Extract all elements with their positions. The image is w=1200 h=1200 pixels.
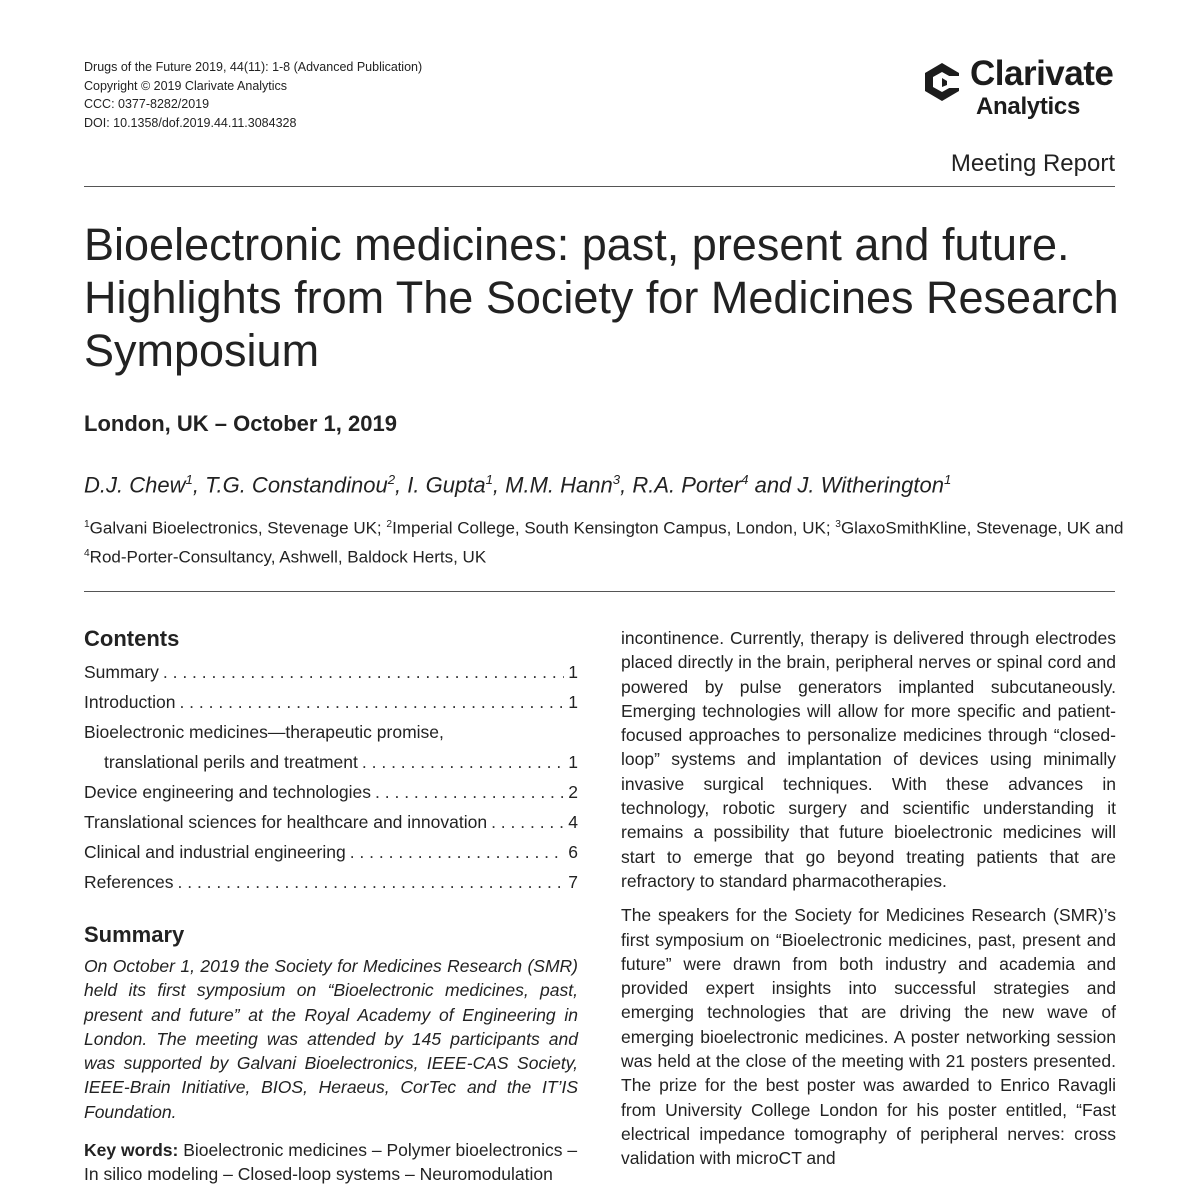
toc-leader: [491, 812, 564, 833]
author-affiliation-mark: 3: [612, 472, 621, 487]
summary-heading: Summary: [84, 922, 185, 947]
toc-entry-clinical-engineering[interactable]: [84, 842, 578, 872]
article-title: Bioelectronic medicines: past, present and future. Highlights from The Society for Medicines Research Symposium: [84, 219, 1119, 376]
toc-leader: [179, 692, 564, 713]
toc-leader: [178, 872, 565, 893]
summary-text: On October 1, 2019 the Society for Medicines Research (SMR) held its first symposium on “Bioelectronic medicines, past, present and future” at the Royal Academy of Engineering in London. The meeting was attended by 145 participants and was supported by Galvani Bioelectronics, IEEE-CAS Society, IEEE-Brain Initiative, BIOS, Heraeus, CorTec and the IT’IS Foundation.: [84, 956, 578, 1122]
author-separator: and: [748, 472, 798, 498]
affiliation-mark: 4: [84, 547, 90, 559]
author-name: M.M. Hann: [505, 472, 613, 498]
toc-page: 1: [568, 692, 578, 712]
left-column: [84, 626, 578, 1187]
author-name: I. Gupta: [407, 472, 486, 498]
affiliations: [84, 512, 1124, 569]
toc-page: 6: [568, 842, 578, 862]
affiliation-mark: 1: [84, 519, 90, 530]
toc-entry-device-engineering[interactable]: [84, 782, 578, 812]
author-affiliation-mark: 2: [387, 472, 396, 487]
header-divider: [84, 186, 1115, 187]
affiliation-text: Rod-Porter-Consultancy, Ashwell, Baldock Herts, UK: [89, 547, 487, 567]
title-block-divider: [84, 591, 1115, 592]
logo-subtitle: Analytics: [976, 93, 1081, 120]
author-list: [84, 472, 951, 498]
report-type: Meeting Report: [950, 150, 1115, 177]
table-of-contents: [84, 662, 578, 902]
toc-page: 1: [568, 662, 578, 682]
copyright-line: Copyright © 2019 Clarivate Analytics: [84, 78, 288, 93]
affiliation-mark: 3: [835, 519, 841, 530]
author-affiliation-mark: 1: [485, 472, 493, 487]
affiliation-text: Galvani Bioelectronics, Stevenage UK;: [89, 518, 387, 538]
keywords-text: Bioelectronic medicines – Polymer bioelectronics – In silico modeling – Closed-loop systems – Neuromodulation: [84, 1140, 578, 1185]
affiliation-text: GlaxoSmithKline, Stevenage, UK and: [840, 518, 1124, 538]
toc-label: Summary: [84, 662, 159, 682]
toc-entry-references[interactable]: [84, 872, 578, 902]
author-name: J. Witherington: [797, 472, 944, 498]
toc-page: 7: [568, 872, 578, 892]
author-affiliation-mark: 1: [943, 472, 952, 487]
toc-label: Device engineering and technologies: [84, 782, 372, 802]
toc-entry-therapeutic-promise-line1[interactable]: [84, 722, 578, 752]
toc-leader: [163, 662, 564, 683]
toc-label: Translational sciences for healthcare and innovation: [84, 812, 488, 832]
author-name: R.A. Porter: [632, 472, 742, 498]
contents-heading: Contents: [84, 626, 180, 651]
toc-label-continued: translational perils and treatment: [104, 752, 358, 772]
author-separator: ,: [492, 472, 506, 498]
body-paragraph-2: The speakers for the Society for Medicines Research (SMR)’s first symposium on “Bioelectronic medicines, past, present and future” were drawn from both industry and academia and provided expert insights into successful strategies and emerging technologies that are driving the new wave of emerging bioelectronic medicines. A poster networking session was held at the close of the meeting with 21 posters presented. The prize for the best poster was awarded to Enrico Ravagli from University College London for his poster entitled, “Fast electrical impedance tomography of peripheral nerves: cross validation with microCT and: [621, 905, 1116, 1169]
toc-entry-therapeutic-promise-line2[interactable]: [84, 752, 578, 782]
toc-page: 4: [568, 812, 578, 832]
toc-label: References: [84, 872, 174, 892]
right-column: [621, 626, 1116, 1171]
keywords-label: Key words:: [84, 1140, 179, 1161]
author-affiliation-mark: 1: [185, 472, 193, 487]
toc-page: 2: [568, 782, 578, 802]
ccc-line: CCC: 0377-8282/2019: [84, 97, 210, 111]
toc-entry-introduction[interactable]: [84, 692, 578, 722]
toc-leader: [350, 842, 564, 863]
doi-line: DOI: 10.1358/dof.2019.44.11.3084328: [84, 115, 297, 130]
toc-label: Clinical and industrial engineering: [84, 842, 346, 862]
author-name: D.J. Chew: [84, 472, 186, 498]
toc-label: Introduction: [84, 692, 176, 712]
meeting-location: London, UK – October 1, 2019: [84, 411, 397, 436]
clarivate-logo-icon: [922, 62, 962, 102]
toc-page: 1: [568, 752, 578, 772]
toc-leader: [362, 752, 564, 773]
author-name: T.G. Constandinou: [205, 472, 388, 498]
author-separator: ,: [395, 472, 408, 498]
logo-name: Clarivate: [970, 54, 1114, 93]
keywords: [84, 1138, 578, 1187]
toc-label: Bioelectronic medicines—therapeutic promise,: [84, 722, 444, 742]
affiliation-text: Imperial College, South Kensington Campus, London, UK;: [392, 518, 836, 538]
journal-metadata: [84, 58, 422, 132]
author-separator: ,: [620, 472, 633, 498]
journal-citation: Drugs of the Future 2019, 44(11): 1-8 (Advanced Publication): [84, 60, 423, 74]
toc-entry-translational-sciences[interactable]: [84, 812, 578, 842]
toc-entry-summary[interactable]: [84, 662, 578, 692]
body-paragraph-1: incontinence. Currently, therapy is delivered through electrodes placed directly in the brain, peripheral nerves or spinal cord and powered by pulse generators implanted subcutaneously. Emerging technologies will allow for more specific and patient-focused approaches to personalize medicines through “closed-loop” systems and implantation of devices using minimally invasive surgical techniques. With these advances in technology, robotic surgery and scientific understanding it remains a possibility that future bioelectronic medicines will start to emerge that go beyond treating patients that are refractory to standard pharmacotherapies.: [621, 628, 1116, 891]
author-separator: ,: [192, 472, 206, 498]
toc-leader: [375, 782, 564, 803]
author-affiliation-mark: 4: [741, 472, 749, 487]
affiliation-mark: 2: [386, 519, 393, 530]
